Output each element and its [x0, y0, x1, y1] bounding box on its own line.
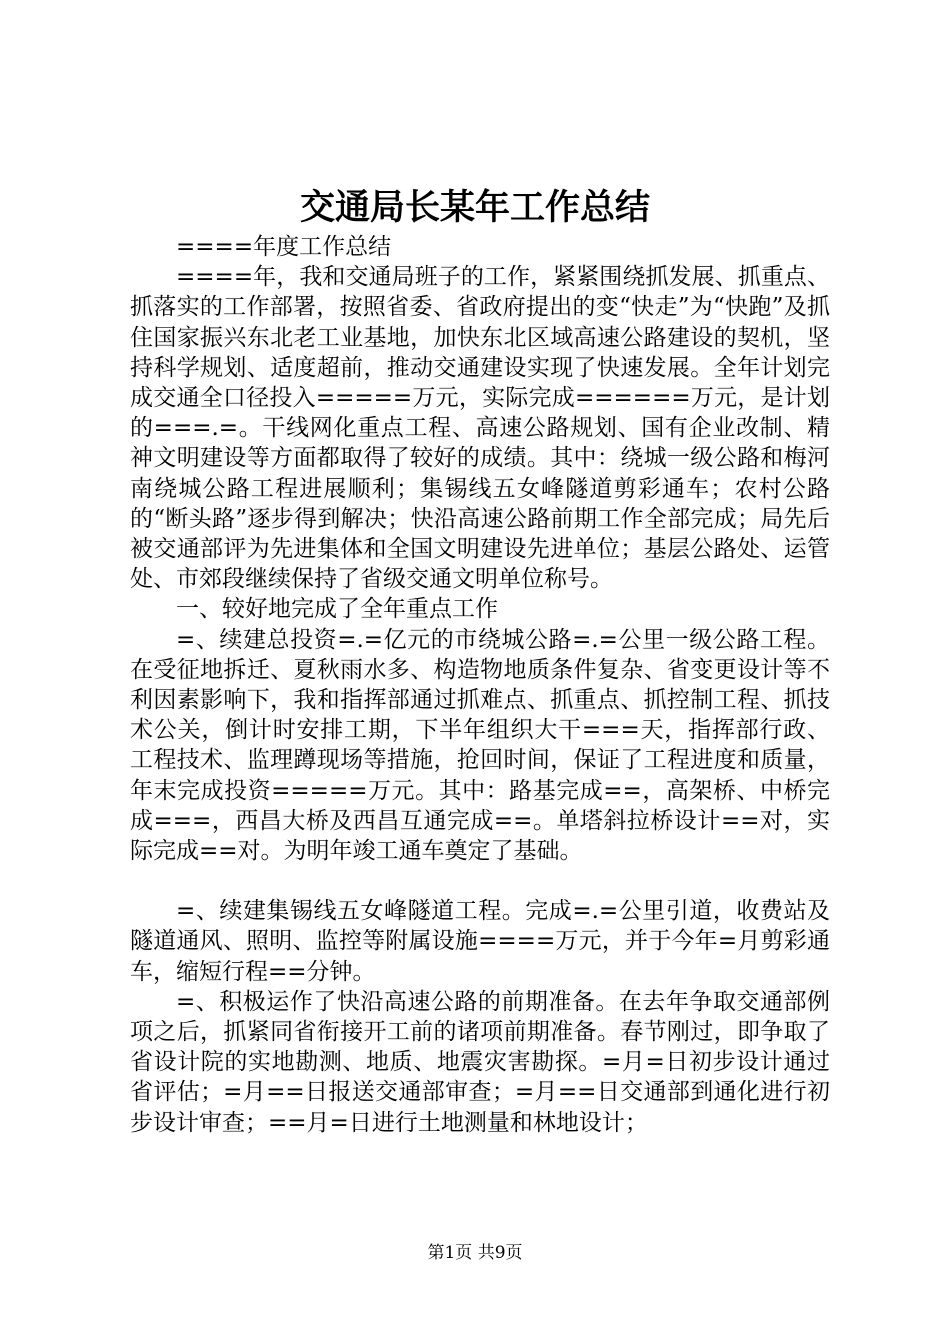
paragraph-item-3: =、积极运作了快沿高速公路的前期准备。在去年争取交通部例项之后，抓紧同省衔接开工前的诸项前期准备。春节刚过，即争取了省设计院的实地勘测、地质、地震灾害勘探。=月=日初步设计通过省评估；=月==日报送交通部审查；=月==日交通部到通化进行初步设计审查；==月=日进行土地测量和林地设计；	[130, 988, 830, 1136]
paragraph-item-1: =、续建总投资=.=亿元的市绕城公路=.=公里一级公路工程。在受征地拆迁、夏秋雨水多、构造物地质条件复杂、省变更设计等不利因素影响下，我和指挥部通过抓难点、抓重点、抓控制工程、抓技术公关，倒计时安排工期，下半年组织大干===天，指挥部行政、工程技术、监理蹲现场等措施，抢回时间，保证了工程进度和质量，年末完成投资=====万元。其中：路基完成==，高架桥、中桥完成===，西昌大桥及西昌互通完成==。单塔斜拉桥设计==对，实际完成==对。为明年竣工通车奠定了基础。	[130, 626, 830, 865]
document-body	[130, 232, 830, 1138]
section-heading: 一、较好地完成了全年重点工作	[176, 596, 498, 623]
paragraph-intro: ====年，我和交通局班子的工作，紧紧围绕抓发展、抓重点、抓落实的工作部署，按照省委、省政府提出的变“快走”为“快跑”及抓住国家振兴东北老工业基地，加快东北区域高速公路建设的契机，坚持科学规划、适度超前，推动交通建设实现了快速发展。全年计划完成交通全口径投入=====万元，实际完成======万元，是计划的===.=。干线网化重点工程、高速公路规划、国有企业改制、精神文明建设等方面都取得了较好的成绩。其中：绕城一级公路和梅河南绕城公路工程进展顺利；集锡线五女峰隧道剪彩通车；农村公路的“断头路”逐步得到解决；快沿高速公路前期工作全部完成；局先后被交通部评为先进集体和全国文明建设先进单位；基层公路处、运管处、市郊段继续保持了省级交通文明单位称号。	[130, 264, 830, 593]
page-footer: 第1页 共9页	[427, 1243, 523, 1263]
paragraph-item-2: =、续建集锡线五女峰隧道工程。完成=.=公里引道，收费站及隧道通风、照明、监控等附属设施====万元，并于今年=月剪彩通车，缩短行程==分钟。	[130, 898, 830, 985]
paragraph-subtitle: ====年度工作总结	[176, 234, 392, 260]
document-title: 交通局长某年工作总结	[299, 187, 650, 228]
